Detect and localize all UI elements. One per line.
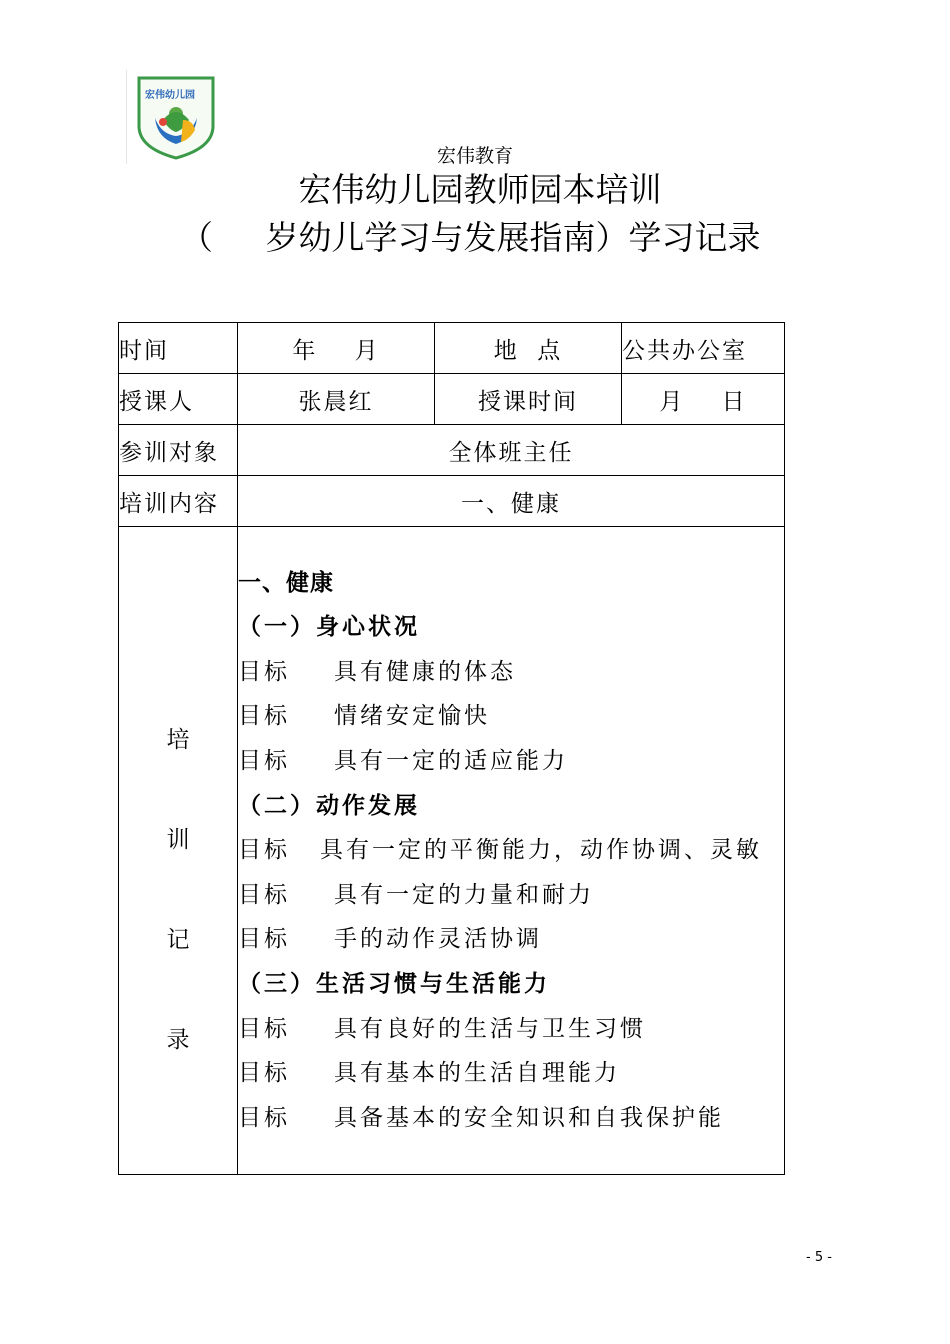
record-content-cell — [238, 527, 785, 1175]
document-subtitle: （ 岁幼儿学习与发展指南）学习记录 — [180, 218, 761, 257]
record-label-char: 训 — [166, 826, 190, 853]
goal-prefix: 目标 — [238, 1060, 290, 1087]
table-row — [119, 476, 785, 527]
goal-text: 情绪安定愉快 — [334, 703, 490, 730]
goal-prefix: 目标 — [238, 881, 290, 908]
teacher-label: 授课人 — [119, 374, 238, 425]
table-row — [119, 323, 785, 374]
record-label-char: 记 — [166, 926, 190, 953]
goal-prefix: 目标 — [238, 926, 290, 953]
goal-line — [238, 1051, 784, 1096]
section-title: （二）动作发展 — [238, 791, 420, 819]
goal-text: 具有一定的适应能力 — [334, 748, 568, 775]
goal-prefix: 目标 — [238, 658, 290, 685]
goal-line — [238, 873, 784, 918]
table-row — [119, 425, 785, 476]
goal-text: 手的动作灵活协调 — [334, 926, 542, 953]
goal-line — [238, 828, 784, 873]
goal-prefix: 目标 — [238, 1104, 290, 1131]
goal-line — [238, 694, 784, 739]
goal-text: 具有基本的生活自理能力 — [334, 1060, 620, 1087]
document-title: 宏伟幼儿园教师园本培训 — [298, 170, 662, 209]
goal-prefix: 目标 — [238, 748, 290, 775]
record-label-char: 培 — [166, 726, 190, 753]
goal-prefix: 目标 — [238, 1015, 290, 1042]
teacher-value: 张晨红 — [238, 374, 435, 425]
place-label: 地 点 — [435, 323, 622, 374]
target-value: 全体班主任 — [238, 425, 785, 476]
goal-text: 具有良好的生活与卫生习惯 — [334, 1015, 646, 1042]
training-record-table — [118, 322, 785, 1175]
page-number: - 5 - — [806, 1250, 832, 1265]
table-row — [119, 374, 785, 425]
goal-text: 具备基本的安全知识和自我保护能 — [334, 1104, 724, 1131]
record-heading: 一、健康 — [238, 569, 334, 596]
section-title: （一）身心状况 — [238, 613, 420, 641]
goal-text: 具有一定的平衡能力，动作协调、灵敏 — [320, 837, 762, 864]
goal-text: 具有一定的力量和耐力 — [334, 881, 594, 908]
record-label-char: 录 — [166, 1026, 190, 1053]
place-value: 公共办公室 — [622, 323, 785, 374]
goal-prefix: 目标 — [238, 837, 290, 864]
lesson-time-label: 授课时间 — [435, 374, 622, 425]
goal-line — [238, 650, 784, 695]
goal-text: 具有健康的体态 — [334, 658, 516, 685]
goal-line — [238, 1096, 784, 1141]
content-value: 一、健康 — [238, 476, 785, 527]
record-label-cell — [119, 527, 238, 1175]
lesson-time-value: 月 日 — [622, 374, 785, 425]
organization-name: 宏伟教育 — [436, 145, 513, 167]
goal-prefix: 目标 — [238, 703, 290, 730]
time-value: 年 月 — [238, 323, 435, 374]
target-label: 参训对象 — [119, 425, 238, 476]
goal-line — [238, 739, 784, 784]
table-row — [119, 527, 785, 1175]
goal-line — [238, 1007, 784, 1052]
time-label: 时间 — [119, 323, 238, 374]
section-title: （三）生活习惯与生活能力 — [238, 969, 550, 997]
logo-text: 宏伟幼儿园 — [145, 90, 195, 101]
goal-line — [238, 917, 784, 962]
content-label: 培训内容 — [119, 476, 238, 527]
